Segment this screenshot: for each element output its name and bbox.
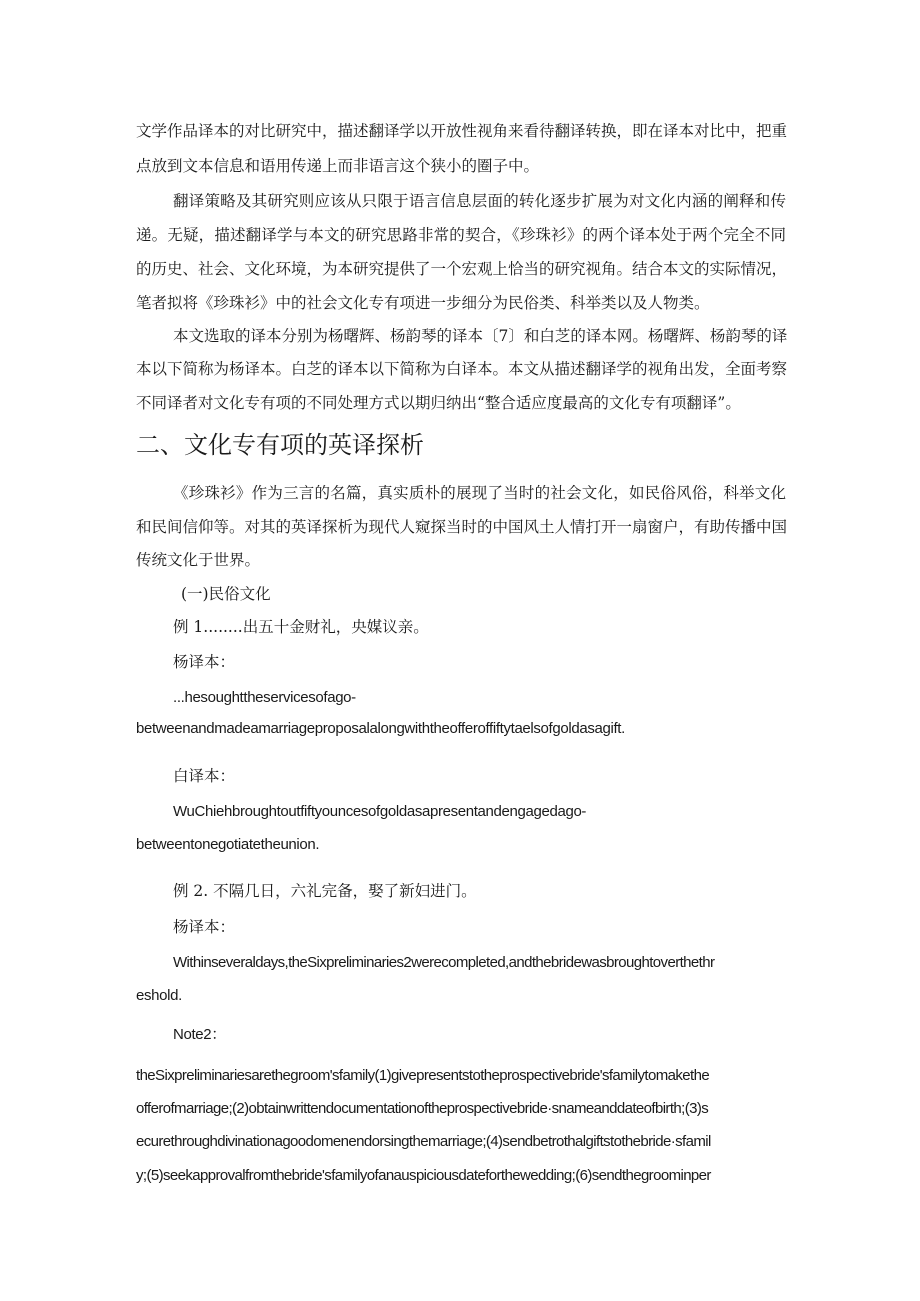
note-text-line: ecurethroughdivinationagoodomenendorsingthemarriage;(4)sendbetrothalgiftstothebride·sfamil [136, 1133, 711, 1150]
example-1-bai-label: 白译本： [173, 767, 236, 785]
example-1-source: 例 1........出五十金财礼，央媒议亲。 [173, 618, 429, 636]
note-text-line: theSixpreliminariesarethegroom'sfamily(1)givepresentstotheprospectivebride'sfamilytomakethe [136, 1067, 710, 1084]
paragraph-line: 笔者拟将《珍珠衫》中的社会文化专有项进一步细分为民俗类、科举类以及人物类。 [136, 294, 710, 312]
paragraph-line: 传统文化于世界。 [136, 551, 261, 569]
example-2-source: 例 2. 不隔几日，六礼完备，娶了新妇进门。 [173, 882, 477, 900]
example-2-yang-label: 杨译本： [173, 918, 236, 936]
example-2-yang-text: eshold. [136, 987, 182, 1004]
section-heading: 二、文化专有项的英译探析 [136, 431, 424, 459]
note-text-line: y;(5)seekapprovalfromthebride'sfamilyofanauspiciousdateforthewedding;(6)sendthegroominper [136, 1167, 711, 1184]
example-1-yang-label: 杨译本： [173, 653, 236, 671]
example-1-yang-text: ...hesoughttheservicesofago- [173, 689, 356, 706]
paragraph-line: 本以下简称为杨译本。白芝的译本以下简称为白译本。本文从描述翻译学的视角出发，全面考察 [136, 360, 788, 378]
paragraph-line: 《珍珠衫》作为三言的名篇，真实质朴的展现了当时的社会文化，如民俗风俗，科举文化 [173, 484, 786, 502]
paragraph-line: 点放到文本信息和语用传递上而非语言这个狭小的圈子中。 [136, 157, 540, 175]
subsection-heading: (一)民俗文化 [181, 585, 271, 603]
paragraph-line: 递。无疑，描述翻译学与本文的研究思路非常的契合，《珍珠衫》的两个译本处于两个完全不同 [136, 226, 786, 244]
paragraph-line: 和民间信仰等。对其的英译探析为现代人窥探当时的中国风土人情打开一扇窗户，有助传播中国 [136, 518, 788, 536]
example-1-yang-text: betweenandmadeamarriageproposalalongwiththeofferoffiftytaelsofgoldasagift. [136, 720, 625, 737]
example-2-yang-text: Withinseveraldays,theSixpreliminaries2werecompleted,andthebridewasbroughtoverthethr [173, 954, 715, 971]
note-text-line: offerofmarriage;(2)obtainwrittendocumentationoftheprospectivebride·snameanddateofbirth;(3)s [136, 1100, 709, 1117]
paragraph-line: 文学作品译本的对比研究中，描述翻译学以开放性视角来看待翻译转换，即在译本对比中，把重 [136, 122, 788, 140]
paragraph-line: 不同译者对文化专有项的不同处理方式以期归纳出“整合适应度最高的文化专有项翻译”。 [136, 394, 741, 412]
paragraph-line: 本文选取的译本分别为杨曙辉、杨韵琴的译本〔7〕和白芝的译本网。杨曙辉、杨韵琴的译 [173, 327, 788, 345]
paragraph-line: 的历史、社会、文化环境，为本研究提供了一个宏观上恰当的研究视角。结合本文的实际情况， [136, 260, 788, 278]
example-1-bai-text: betweentonegotiatetheunion. [136, 836, 320, 853]
example-2-note-label: Note2： [173, 1026, 226, 1043]
paragraph-line: 翻译策略及其研究则应该从只限于语言信息层面的转化逐步扩展为对文化内涵的阐释和传 [173, 192, 786, 210]
example-1-bai-text: WuChiehbroughtoutfiftyouncesofgoldasapresentandengagedago- [173, 803, 587, 820]
